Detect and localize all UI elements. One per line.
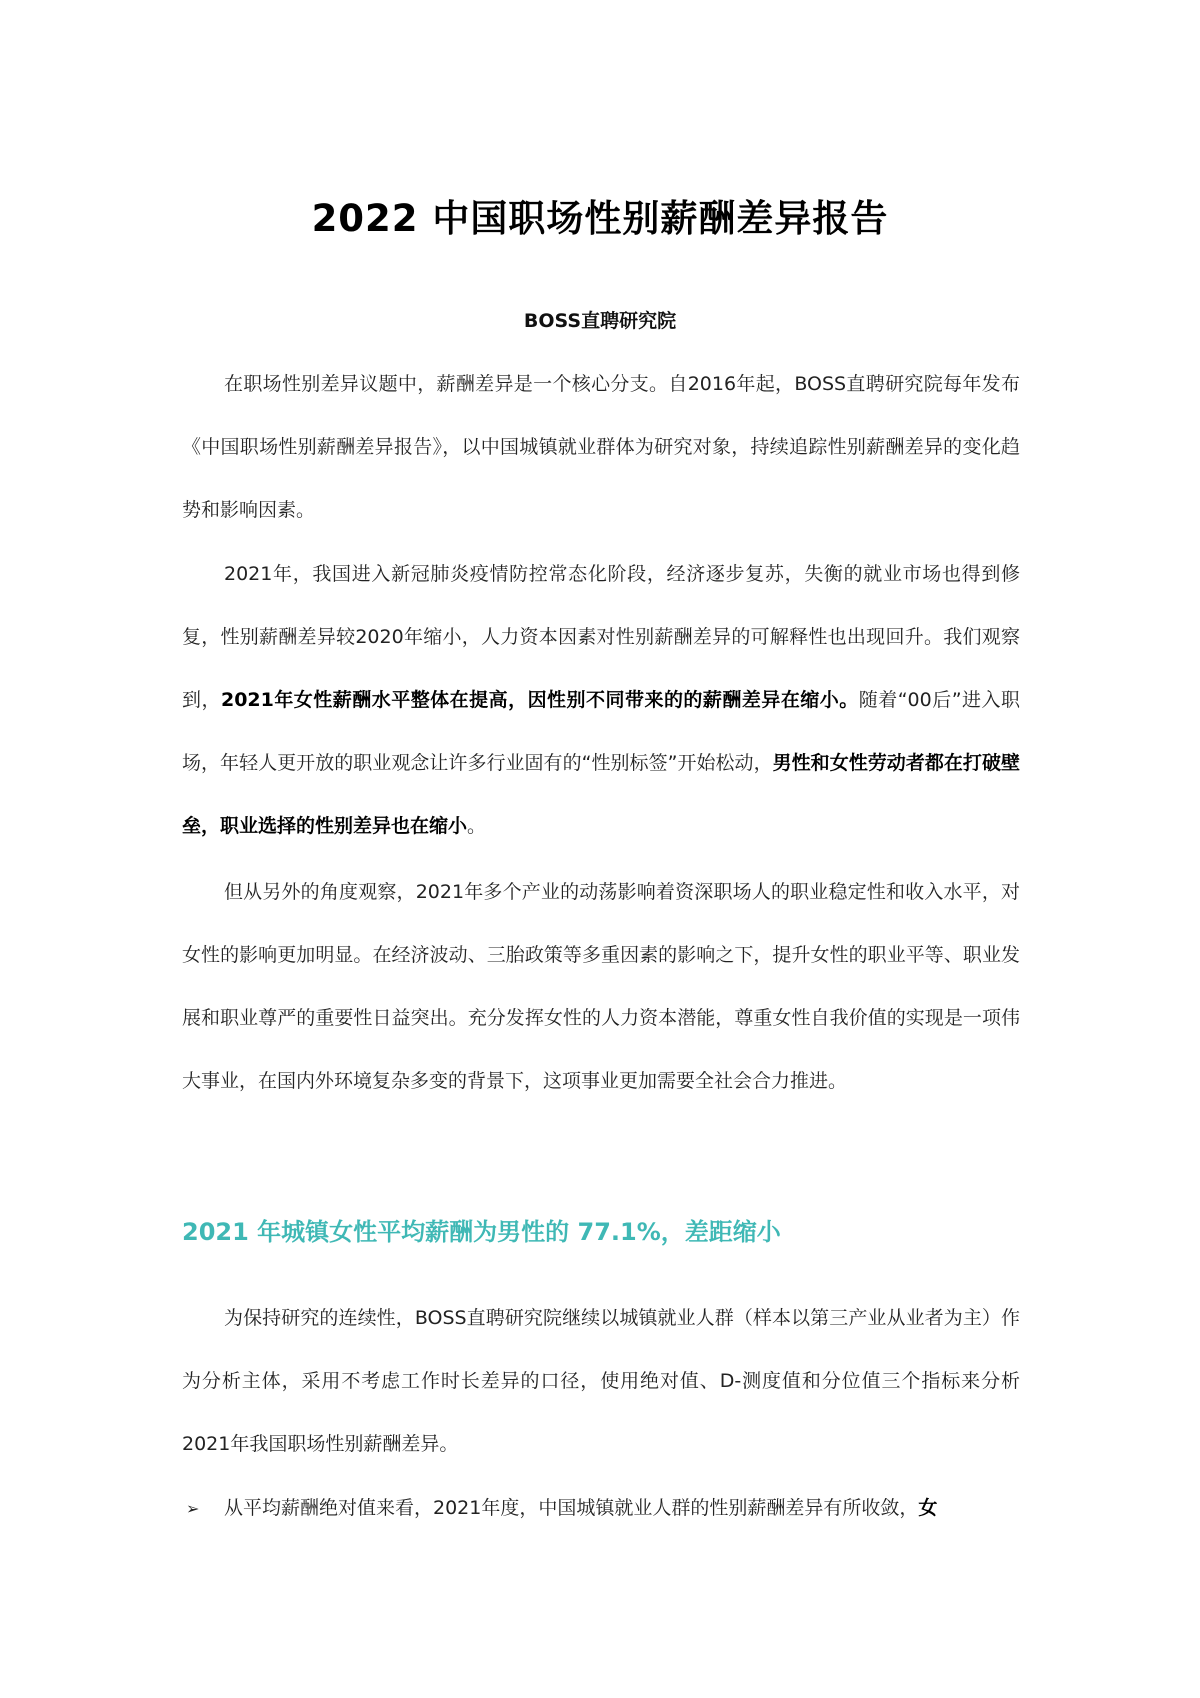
method-paragraph: 为保持研究的连续性，BOSS直聘研究院继续以城镇就业人群（样本以第三产业从业者为主）作为分析主体，采用不考虑工作时长差异的口径，使用绝对值、D-测度值和分位值三个指标来分析2021年我国职场性别薪酬差异。	[182, 1307, 1020, 1455]
observation-paragraph	[182, 543, 1020, 858]
section-heading: 2021 年城镇女性平均薪酬为男性的 77.1%，差距缩小	[182, 1218, 781, 1246]
observation-bold-2: 男性和女性劳动者都在打破壁垒，职业选择的性别差异也在缩小	[182, 752, 1020, 837]
intro-paragraph: 在职场性别差异议题中，薪酬差异是一个核心分支。自2016年起，BOSS直聘研究院每年发布《中国职场性别薪酬差异报告》，以中国城镇就业群体为研究对象，持续追踪性别薪酬差异的变化趋势和影响因素。	[182, 373, 1020, 521]
observation-text-1: 2021年，我国进入新冠肺炎疫情防控常态化阶段，经济逐步复苏，失衡的就业市场也得到修复，性别薪酬差异较2020年缩小，人力资本因素对性别薪酬差异的可解释性也出现回升。我们观察到，	[182, 563, 1020, 711]
author-line: BOSS直聘研究院	[523, 310, 677, 332]
bullet-text: 从平均薪酬绝对值来看，2021年度，中国城镇就业人群的性别薪酬差异有所收敛，	[224, 1497, 919, 1519]
document-title: 2022 中国职场性别薪酬差异报告	[311, 197, 889, 240]
context-paragraph: 但从另外的角度观察，2021年多个产业的动荡影响着资深职场人的职业稳定性和收入水平，对女性的影响更加明显。在经济波动、三胎政策等多重因素的影响之下，提升女性的职业平等、职业发展和职业尊严的重要性日益突出。充分发挥女性的人力资本潜能，尊重女性自我价值的实现是一项伟大事业，在国内外环境复杂多变的背景下，这项事业更加需要全社会合力推进。	[182, 881, 1020, 1092]
bullet-arrow-icon: ➢	[186, 1499, 200, 1518]
observation-bold-1: 2021年女性薪酬水平整体在提高，因性别不同带来的的薪酬差异在缩小。	[220, 689, 859, 711]
bullet-bold-text: 女	[918, 1497, 938, 1519]
observation-text-2: 随着“00后”进入职场，年轻人更开放的职业观念让许多行业固有的“性别标签”开始松动，	[182, 689, 1020, 774]
observation-text-3: 。	[467, 815, 487, 837]
bullet-item	[182, 1477, 1020, 1540]
